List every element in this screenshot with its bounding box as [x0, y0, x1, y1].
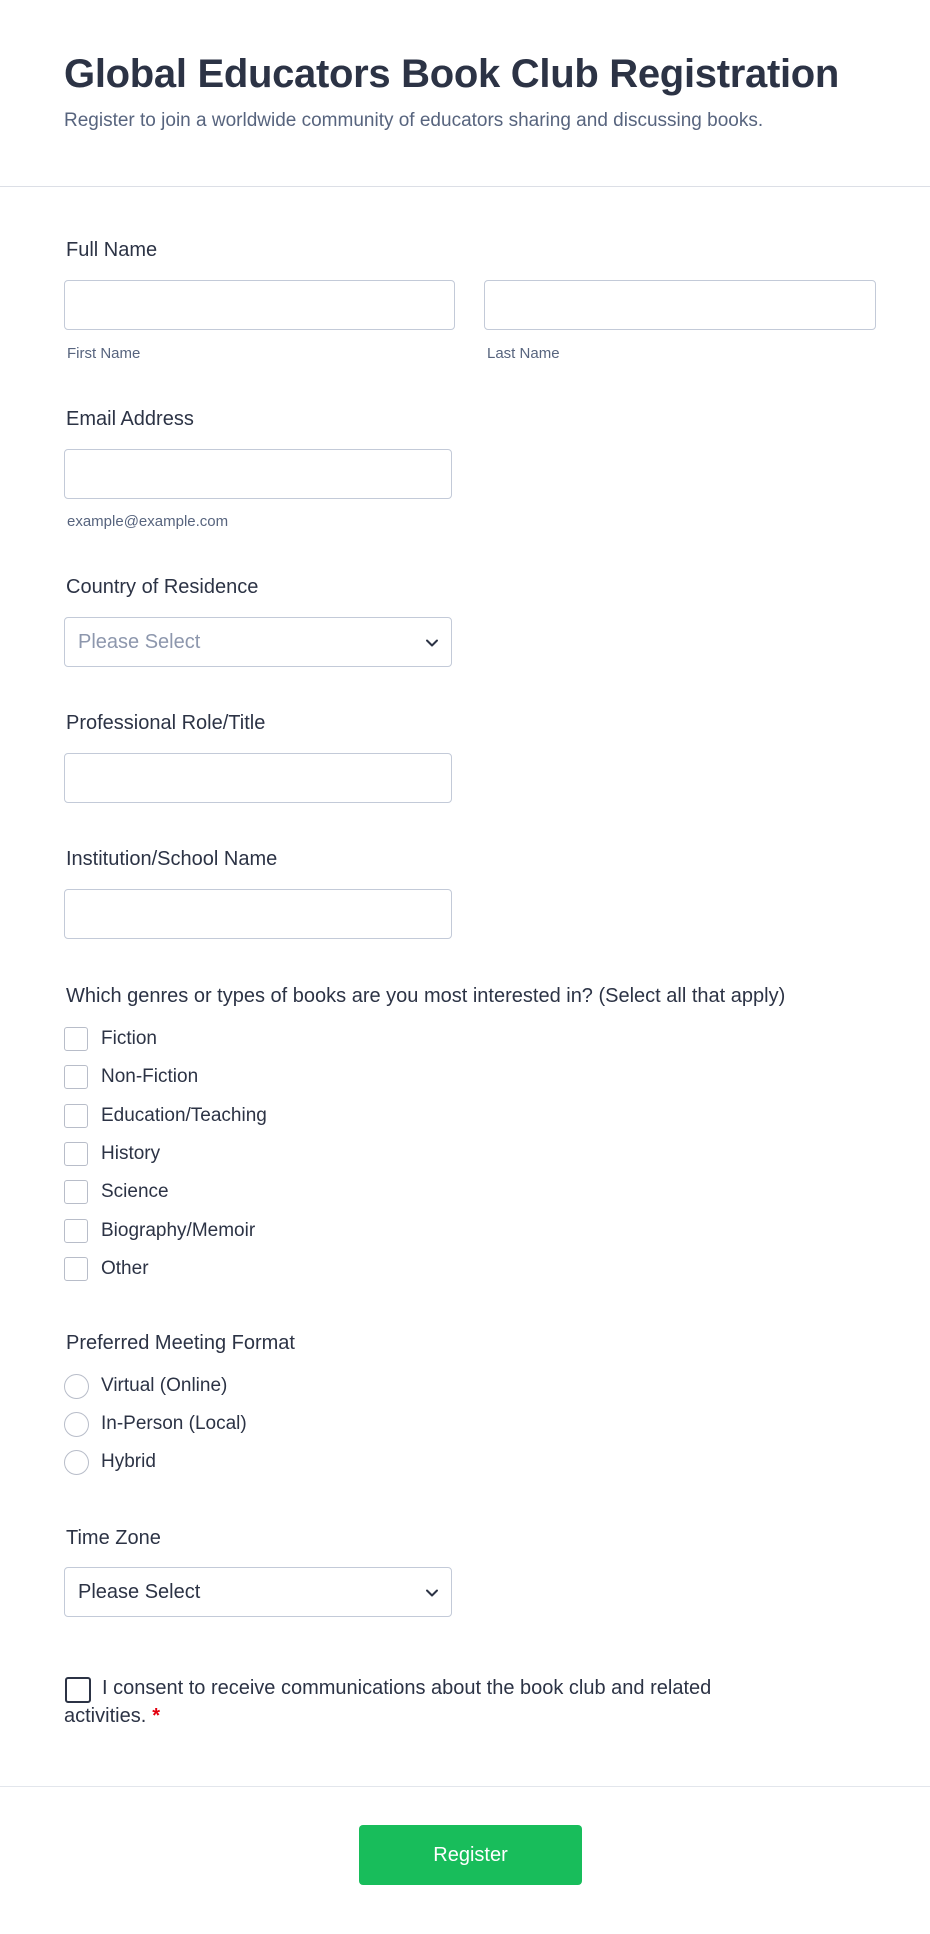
email-input[interactable] — [64, 449, 452, 499]
form-header — [0, 0, 930, 187]
genre-option-label: History — [101, 1143, 161, 1164]
genre-checkbox-history[interactable] — [64, 1142, 88, 1166]
genre-checkbox-non-fiction[interactable] — [64, 1065, 88, 1089]
genre-option-label: Science — [101, 1181, 169, 1202]
country-label: Country of Residence — [66, 576, 259, 598]
genre-option-label: Fiction — [101, 1028, 157, 1049]
genre-option-label: Other — [101, 1258, 149, 1279]
timezone-select-value: Please Select — [78, 1581, 201, 1603]
format-option-label: Virtual (Online) — [101, 1375, 228, 1396]
first-name-sublabel: First Name — [67, 345, 141, 362]
chevron-down-icon — [425, 1586, 439, 1600]
email-sublabel: example@example.com — [67, 513, 229, 530]
footer-divider — [0, 1786, 930, 1787]
genre-checkbox-other[interactable] — [64, 1257, 88, 1281]
genre-option-label: Education/Teaching — [101, 1105, 267, 1126]
full-name-label: Full Name — [66, 239, 158, 261]
genre-checkbox-science[interactable] — [64, 1180, 88, 1204]
last-name-input[interactable] — [484, 280, 876, 330]
institution-input[interactable] — [64, 889, 452, 939]
role-input[interactable] — [64, 753, 452, 803]
format-option-label: In-Person (Local) — [101, 1413, 247, 1434]
consent-checkbox[interactable] — [65, 1677, 91, 1703]
page-subtitle: Register to join a worldwide community of educators sharing and discussing books. — [64, 110, 764, 131]
format-option-label: Hybrid — [101, 1451, 156, 1472]
genre-checkbox-education[interactable] — [64, 1104, 88, 1128]
chevron-down-icon — [425, 636, 439, 650]
country-select-value: Please Select — [78, 631, 201, 653]
consent-text: I consent to receive communications about the book club and related activities. — [64, 1677, 712, 1727]
role-label: Professional Role/Title — [66, 712, 266, 734]
country-select[interactable] — [64, 617, 452, 667]
genre-option-label: Biography/Memoir — [101, 1220, 256, 1241]
genres-label: Which genres or types of books are you most interested in? (Select all that apply) — [66, 985, 786, 1007]
first-name-input[interactable] — [64, 280, 455, 330]
genre-checkbox-biography[interactable] — [64, 1219, 88, 1243]
genre-checkbox-fiction[interactable] — [64, 1027, 88, 1051]
format-radio-hybrid[interactable] — [64, 1450, 89, 1475]
institution-label: Institution/School Name — [66, 848, 278, 870]
email-label: Email Address — [66, 408, 194, 430]
format-radio-virtual[interactable] — [64, 1374, 89, 1399]
last-name-sublabel: Last Name — [487, 345, 560, 362]
page-title: Global Educators Book Club Registration — [64, 52, 840, 96]
timezone-select[interactable] — [64, 1567, 452, 1617]
timezone-label: Time Zone — [66, 1527, 161, 1549]
meeting-format-label: Preferred Meeting Format — [66, 1332, 295, 1354]
required-asterisk: * — [152, 1705, 161, 1727]
consent-label — [64, 1674, 784, 1730]
genre-option-label: Non-Fiction — [101, 1066, 199, 1087]
format-radio-in-person[interactable] — [64, 1412, 89, 1437]
register-button[interactable]: Register — [359, 1825, 582, 1885]
